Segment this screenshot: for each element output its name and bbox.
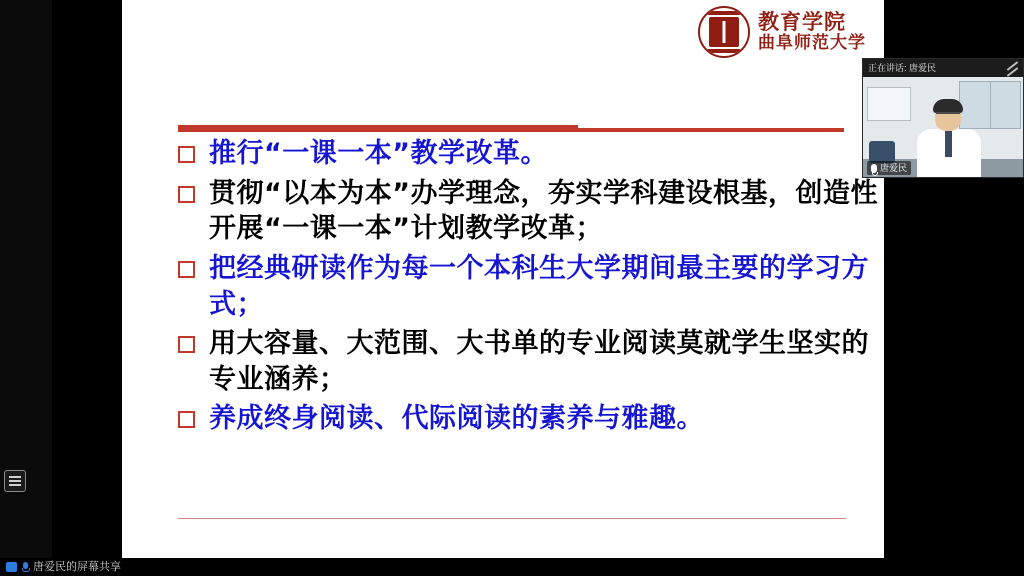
list-item	[178, 136, 878, 172]
speaker-video-panel[interactable]	[862, 58, 1024, 178]
logo-line-university: 曲阜师范大学	[758, 33, 866, 54]
resize-handle-icon[interactable]	[997, 63, 1019, 74]
presentation-slide	[122, 0, 884, 560]
list-item	[178, 326, 878, 397]
bullet-list	[178, 136, 878, 441]
logo-text-block	[758, 11, 866, 52]
screen-share-icon	[6, 562, 17, 572]
speaker-video-feed	[863, 77, 1024, 178]
list-item	[178, 401, 878, 437]
checkbox-icon	[178, 411, 195, 428]
logo-line-college: 教育学院	[758, 10, 846, 35]
checkbox-icon	[178, 261, 195, 278]
bullet-text: 把经典研读作为每一个本科生大学期间最主要的学习方式；	[209, 252, 869, 320]
slide-bottom-rule	[178, 518, 846, 519]
bullet-text: 用大容量、大范围、大书单的专业阅读莫就学生坚实的专业涵养；	[209, 328, 869, 395]
bullet-text: 养成终身阅读、代际阅读的素养与雅趣。	[209, 403, 704, 435]
list-item	[178, 176, 878, 247]
speaker-name-label: 唐爱民	[880, 163, 908, 173]
checkbox-icon	[178, 146, 195, 163]
bullet-text: 推行“一课一本”教学改革。	[209, 138, 548, 169]
microphone-icon	[21, 562, 29, 572]
university-emblem-icon	[698, 6, 750, 58]
status-bar	[0, 558, 1024, 576]
speaker-video-title: 正在讲话: 唐爱民	[863, 59, 1024, 77]
bullet-text: 贯彻“以本为本”办学理念，夯实学科建设根基，创造性开展“一课一本”计划教学改革；	[209, 177, 878, 245]
list-item	[178, 251, 878, 322]
status-bar-label: 唐爱民的屏幕共享	[33, 561, 121, 573]
panel-list-icon[interactable]	[4, 470, 26, 492]
letterbox-left	[52, 0, 122, 576]
checkbox-icon	[178, 186, 195, 203]
speaker-name-tag	[867, 161, 911, 175]
slide-top-rule-thick	[178, 125, 578, 132]
checkbox-icon	[178, 336, 195, 353]
university-logo	[698, 6, 866, 58]
microphone-icon	[871, 164, 877, 173]
left-rail	[0, 0, 52, 576]
